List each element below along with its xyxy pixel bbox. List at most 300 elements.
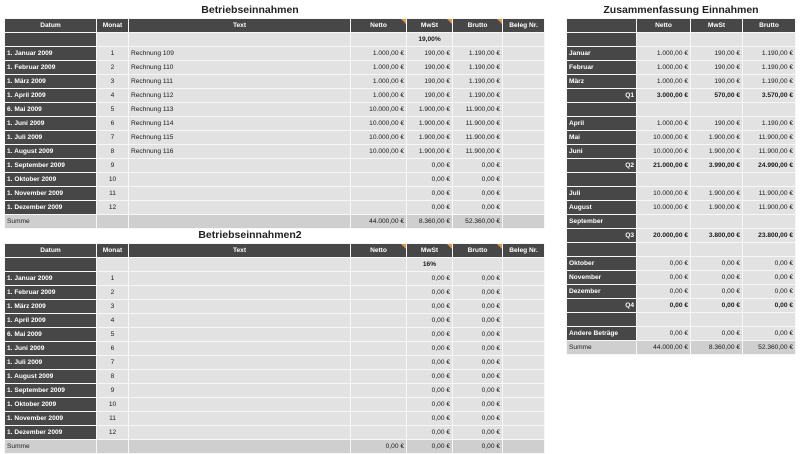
month-cell: 3 — [97, 75, 129, 89]
beleg-cell — [503, 131, 545, 145]
text-cell: Rechnung 110 — [129, 61, 351, 75]
empty-cell — [691, 173, 743, 187]
netto-cell — [351, 159, 407, 173]
label-cell — [567, 313, 637, 327]
empty-cell — [691, 33, 743, 47]
value-cell: 1.900,00 € — [691, 145, 743, 159]
empty-cell — [503, 33, 545, 47]
table-row — [5, 159, 545, 173]
brutto-cell: 0,00 € — [453, 272, 503, 286]
month-cell: 5 — [97, 103, 129, 117]
mwst-cell: 0,00 € — [407, 398, 453, 412]
text-cell — [129, 342, 351, 356]
empty-cell — [691, 243, 743, 257]
empty-cell — [97, 33, 129, 47]
table-row — [5, 398, 545, 412]
table-row — [5, 131, 545, 145]
netto-cell — [351, 201, 407, 215]
text-cell: Rechnung 109 — [129, 47, 351, 61]
value-cell: 1.900,00 € — [691, 187, 743, 201]
label-cell: November — [567, 271, 637, 285]
sum-cell — [503, 215, 545, 229]
text-cell — [129, 426, 351, 440]
column-header: Netto — [351, 19, 407, 33]
beleg-cell — [503, 159, 545, 173]
value-cell: 190,00 € — [691, 47, 743, 61]
date-cell: 1. März 2009 — [5, 300, 97, 314]
beleg-cell — [503, 117, 545, 131]
mwst-cell: 0,00 € — [407, 173, 453, 187]
value-cell: 0,00 € — [637, 271, 691, 285]
label-cell: Mai — [567, 131, 637, 145]
text-cell — [129, 286, 351, 300]
blank-row — [567, 103, 796, 117]
label-cell: Juli — [567, 187, 637, 201]
label-cell: Juni — [567, 145, 637, 159]
value-cell: 3.800,00 € — [691, 229, 743, 243]
label-cell: Q3 — [567, 229, 637, 243]
brutto-cell: 0,00 € — [453, 398, 503, 412]
netto-cell — [351, 286, 407, 300]
empty-cell — [129, 258, 351, 272]
mwst-cell: 0,00 € — [407, 426, 453, 440]
value-cell: 3.570,00 € — [743, 89, 796, 103]
value-cell: 1.000,00 € — [637, 75, 691, 89]
value-cell: 44.000,00 € — [637, 341, 691, 355]
table-row — [5, 145, 545, 159]
netto-cell: 10.000,00 € — [351, 117, 407, 131]
month-cell: 3 — [97, 300, 129, 314]
month-row — [567, 117, 796, 131]
value-cell: 24.990,00 € — [743, 159, 796, 173]
brutto-cell: 1.190,00 € — [453, 61, 503, 75]
month-cell: 8 — [97, 145, 129, 159]
tax-rate-row — [5, 258, 545, 272]
zusammenfassung-table — [566, 18, 796, 355]
value-cell — [637, 215, 691, 229]
value-cell: 1.190,00 € — [743, 47, 796, 61]
text-cell: Rechnung 112 — [129, 89, 351, 103]
netto-cell — [351, 328, 407, 342]
beleg-cell — [503, 286, 545, 300]
value-cell: 11.900,00 € — [743, 131, 796, 145]
value-cell: 0,00 € — [691, 327, 743, 341]
date-cell: 1. Dezember 2009 — [5, 201, 97, 215]
value-cell: 11.900,00 € — [743, 201, 796, 215]
netto-cell — [351, 342, 407, 356]
text-cell: Rechnung 113 — [129, 103, 351, 117]
mwst-cell: 1.900,00 € — [407, 117, 453, 131]
table-row — [5, 328, 545, 342]
value-cell: 10.000,00 € — [637, 145, 691, 159]
column-header: MwSt — [407, 19, 453, 33]
column-header: Datum — [5, 244, 97, 258]
month-row — [567, 285, 796, 299]
beleg-cell — [503, 426, 545, 440]
month-cell: 9 — [97, 384, 129, 398]
quarter-row — [567, 159, 796, 173]
brutto-cell: 1.190,00 € — [453, 47, 503, 61]
label-cell: Summe — [567, 341, 637, 355]
value-cell: 1.000,00 € — [637, 117, 691, 131]
table-row — [5, 117, 545, 131]
netto-cell: 10.000,00 € — [351, 131, 407, 145]
beleg-cell — [503, 201, 545, 215]
beleg-cell — [503, 103, 545, 117]
date-cell: 1. Januar 2009 — [5, 47, 97, 61]
mwst-cell: 0,00 € — [407, 286, 453, 300]
empty-cell — [637, 103, 691, 117]
value-cell: 0,00 € — [743, 285, 796, 299]
value-cell: 0,00 € — [637, 285, 691, 299]
text-cell — [129, 328, 351, 342]
label-cell: Q2 — [567, 159, 637, 173]
month-row — [567, 131, 796, 145]
month-row — [567, 271, 796, 285]
column-header: Brutto — [453, 19, 503, 33]
text-cell — [129, 314, 351, 328]
sum-cell — [503, 440, 545, 454]
month-row — [567, 145, 796, 159]
sum-cell — [129, 440, 351, 454]
netto-cell — [351, 272, 407, 286]
label-cell — [567, 33, 637, 47]
label-cell: Andere Beträge — [567, 327, 637, 341]
column-header: Brutto — [453, 244, 503, 258]
date-cell: 1. Juli 2009 — [5, 131, 97, 145]
date-cell: 1. Juli 2009 — [5, 356, 97, 370]
table-row — [5, 384, 545, 398]
blank-row — [567, 313, 796, 327]
netto-cell — [351, 426, 407, 440]
date-cell: 1. Februar 2009 — [5, 61, 97, 75]
date-cell: 1. September 2009 — [5, 159, 97, 173]
label-cell: August — [567, 201, 637, 215]
value-cell: 190,00 € — [691, 75, 743, 89]
table-row — [5, 187, 545, 201]
text-cell — [129, 300, 351, 314]
empty-cell — [97, 258, 129, 272]
value-cell: 10.000,00 € — [637, 131, 691, 145]
value-cell: 0,00 € — [743, 299, 796, 313]
column-header: Netto — [351, 244, 407, 258]
table-row — [5, 426, 545, 440]
brutto-cell: 0,00 € — [453, 370, 503, 384]
beleg-cell — [503, 89, 545, 103]
date-cell: 1. Oktober 2009 — [5, 173, 97, 187]
netto-cell — [351, 187, 407, 201]
tax-rate: 19,00% — [407, 33, 453, 47]
column-header: Brutto — [743, 19, 796, 33]
sum-row — [567, 341, 796, 355]
value-cell: 1.900,00 € — [691, 201, 743, 215]
brutto-cell: 0,00 € — [453, 412, 503, 426]
column-header: MwSt — [691, 19, 743, 33]
date-cell — [5, 33, 97, 47]
value-cell: 1.000,00 € — [637, 47, 691, 61]
mwst-cell: 190,00 € — [407, 47, 453, 61]
value-cell — [743, 215, 796, 229]
column-header: MwSt — [407, 244, 453, 258]
value-cell: 10.000,00 € — [637, 201, 691, 215]
netto-cell: 1.000,00 € — [351, 75, 407, 89]
netto-cell — [351, 370, 407, 384]
mwst-cell: 1.900,00 € — [407, 103, 453, 117]
empty-cell — [637, 173, 691, 187]
netto-cell: 1.000,00 € — [351, 89, 407, 103]
mwst-cell: 0,00 € — [407, 384, 453, 398]
summary-title: Zusammenfassung Einnahmen — [603, 4, 759, 16]
brutto-cell: 0,00 € — [453, 286, 503, 300]
table-row — [5, 356, 545, 370]
column-header: Netto — [637, 19, 691, 33]
beleg-cell — [503, 412, 545, 426]
empty-cell — [743, 243, 796, 257]
sum-label: Summe — [5, 440, 97, 454]
value-cell: 190,00 € — [691, 61, 743, 75]
table-row — [5, 75, 545, 89]
date-cell: 1. April 2009 — [5, 314, 97, 328]
date-cell: 1. September 2009 — [5, 384, 97, 398]
empty-cell — [743, 313, 796, 327]
beleg-cell — [503, 75, 545, 89]
date-cell: 1. November 2009 — [5, 412, 97, 426]
beleg-cell — [503, 328, 545, 342]
beleg-cell — [503, 356, 545, 370]
tax-rate: 16% — [407, 258, 453, 272]
brutto-cell: 0,00 € — [453, 173, 503, 187]
table2-title: Betriebseinnahmen2 — [198, 229, 302, 241]
label-cell: Januar — [567, 47, 637, 61]
date-cell: 1. Oktober 2009 — [5, 398, 97, 412]
month-cell: 12 — [97, 426, 129, 440]
sum-cell — [97, 440, 129, 454]
label-cell — [567, 103, 637, 117]
brutto-cell: 11.900,00 € — [453, 145, 503, 159]
sum-cell: 8.360,00 € — [407, 215, 453, 229]
value-cell: 0,00 € — [637, 299, 691, 313]
mwst-cell: 0,00 € — [407, 370, 453, 384]
value-cell: 1.190,00 € — [743, 75, 796, 89]
label-cell: Oktober — [567, 257, 637, 271]
text-cell — [129, 356, 351, 370]
text-cell — [129, 159, 351, 173]
value-cell: 23.800,00 € — [743, 229, 796, 243]
empty-cell — [691, 103, 743, 117]
betriebseinnahmen2-table — [4, 243, 545, 454]
text-cell — [129, 272, 351, 286]
brutto-cell: 0,00 € — [453, 300, 503, 314]
beleg-cell — [503, 145, 545, 159]
value-cell: 0,00 € — [637, 257, 691, 271]
brutto-cell: 0,00 € — [453, 201, 503, 215]
netto-cell: 10.000,00 € — [351, 103, 407, 117]
table1-title: Betriebseinnahmen — [201, 4, 299, 16]
table-header-row — [567, 19, 796, 33]
beleg-cell — [503, 187, 545, 201]
label-cell: März — [567, 75, 637, 89]
value-cell: 0,00 € — [637, 327, 691, 341]
label-cell: September — [567, 215, 637, 229]
month-cell: 2 — [97, 61, 129, 75]
month-cell: 9 — [97, 159, 129, 173]
month-cell: 1 — [97, 47, 129, 61]
mwst-cell: 0,00 € — [407, 328, 453, 342]
sum-cell: 0,00 € — [453, 440, 503, 454]
month-cell: 11 — [97, 412, 129, 426]
date-cell: 1. Dezember 2009 — [5, 426, 97, 440]
table-header-row — [5, 244, 545, 258]
empty-cell — [743, 103, 796, 117]
brutto-cell: 1.190,00 € — [453, 89, 503, 103]
brutto-cell: 0,00 € — [453, 314, 503, 328]
value-cell: 52.360,00 € — [743, 341, 796, 355]
text-cell: Rechnung 115 — [129, 131, 351, 145]
column-header: Monat — [97, 244, 129, 258]
sum-cell: 0,00 € — [407, 440, 453, 454]
table-row — [5, 314, 545, 328]
month-cell: 2 — [97, 286, 129, 300]
month-row — [567, 327, 796, 341]
sum-row — [5, 215, 545, 229]
value-cell: 0,00 € — [691, 271, 743, 285]
beleg-cell — [503, 398, 545, 412]
value-cell: 1.900,00 € — [691, 131, 743, 145]
mwst-cell: 1.900,00 € — [407, 145, 453, 159]
brutto-cell: 11.900,00 € — [453, 131, 503, 145]
month-row — [567, 47, 796, 61]
date-cell — [5, 258, 97, 272]
month-row — [567, 75, 796, 89]
month-cell: 1 — [97, 272, 129, 286]
brutto-cell: 0,00 € — [453, 187, 503, 201]
quarter-row — [567, 229, 796, 243]
date-cell: 6. Mai 2009 — [5, 328, 97, 342]
month-row — [567, 61, 796, 75]
value-cell: 21.000,00 € — [637, 159, 691, 173]
table-row — [5, 300, 545, 314]
value-cell: 1.190,00 € — [743, 117, 796, 131]
month-cell: 11 — [97, 187, 129, 201]
value-cell — [691, 215, 743, 229]
column-header: Text — [129, 244, 351, 258]
table-row — [5, 103, 545, 117]
date-cell: 1. Juni 2009 — [5, 342, 97, 356]
empty-cell — [351, 258, 407, 272]
table-row — [5, 47, 545, 61]
month-cell: 6 — [97, 117, 129, 131]
text-cell — [129, 384, 351, 398]
empty-cell — [503, 258, 545, 272]
netto-cell — [351, 173, 407, 187]
empty-cell — [637, 313, 691, 327]
beleg-cell — [503, 342, 545, 356]
value-cell: 0,00 € — [743, 257, 796, 271]
table-row — [5, 370, 545, 384]
label-cell: Dezember — [567, 285, 637, 299]
month-cell: 5 — [97, 328, 129, 342]
empty-cell — [637, 33, 691, 47]
beleg-cell — [503, 314, 545, 328]
empty-cell — [743, 173, 796, 187]
month-row — [567, 257, 796, 271]
date-cell: 1. November 2009 — [5, 187, 97, 201]
mwst-cell: 0,00 € — [407, 272, 453, 286]
label-cell — [567, 173, 637, 187]
mwst-cell: 0,00 € — [407, 412, 453, 426]
table-row — [5, 173, 545, 187]
value-cell: 0,00 € — [691, 299, 743, 313]
mwst-cell: 0,00 € — [407, 342, 453, 356]
brutto-cell: 0,00 € — [453, 328, 503, 342]
beleg-cell — [503, 173, 545, 187]
value-cell: 190,00 € — [691, 117, 743, 131]
text-cell — [129, 173, 351, 187]
sum-cell — [97, 215, 129, 229]
blank-row — [567, 33, 796, 47]
betriebseinnahmen-table — [4, 18, 545, 229]
month-cell: 10 — [97, 173, 129, 187]
netto-cell — [351, 356, 407, 370]
value-cell: 8.360,00 € — [691, 341, 743, 355]
month-row — [567, 201, 796, 215]
empty-cell — [691, 313, 743, 327]
mwst-cell: 190,00 € — [407, 75, 453, 89]
mwst-cell: 1.900,00 € — [407, 131, 453, 145]
column-header: Beleg Nr. — [503, 19, 545, 33]
brutto-cell: 11.900,00 € — [453, 103, 503, 117]
month-cell: 12 — [97, 201, 129, 215]
empty-cell — [743, 33, 796, 47]
brutto-cell: 0,00 € — [453, 356, 503, 370]
mwst-cell: 190,00 € — [407, 89, 453, 103]
netto-cell — [351, 314, 407, 328]
label-cell: Q4 — [567, 299, 637, 313]
brutto-cell: 0,00 € — [453, 384, 503, 398]
label-cell: Q1 — [567, 89, 637, 103]
label-cell: April — [567, 117, 637, 131]
brutto-cell: 0,00 € — [453, 342, 503, 356]
mwst-cell: 0,00 € — [407, 356, 453, 370]
text-cell — [129, 398, 351, 412]
value-cell: 570,00 € — [691, 89, 743, 103]
blank-row — [567, 173, 796, 187]
table-row — [5, 61, 545, 75]
empty-cell — [453, 33, 503, 47]
month-cell: 10 — [97, 398, 129, 412]
empty-cell — [351, 33, 407, 47]
column-header: Text — [129, 19, 351, 33]
date-cell: 1. Januar 2009 — [5, 272, 97, 286]
netto-cell: 10.000,00 € — [351, 145, 407, 159]
month-cell: 4 — [97, 314, 129, 328]
brutto-cell: 11.900,00 € — [453, 117, 503, 131]
mwst-cell: 0,00 € — [407, 201, 453, 215]
table-row — [5, 272, 545, 286]
value-cell: 3.990,00 € — [691, 159, 743, 173]
date-cell: 1. März 2009 — [5, 75, 97, 89]
quarter-row — [567, 89, 796, 103]
column-header: Beleg Nr. — [503, 244, 545, 258]
date-cell: 1. August 2009 — [5, 370, 97, 384]
date-cell: 1. Februar 2009 — [5, 286, 97, 300]
text-cell — [129, 412, 351, 426]
mwst-cell: 0,00 € — [407, 159, 453, 173]
table-row — [5, 89, 545, 103]
netto-cell — [351, 300, 407, 314]
value-cell: 0,00 € — [743, 271, 796, 285]
table-row — [5, 201, 545, 215]
